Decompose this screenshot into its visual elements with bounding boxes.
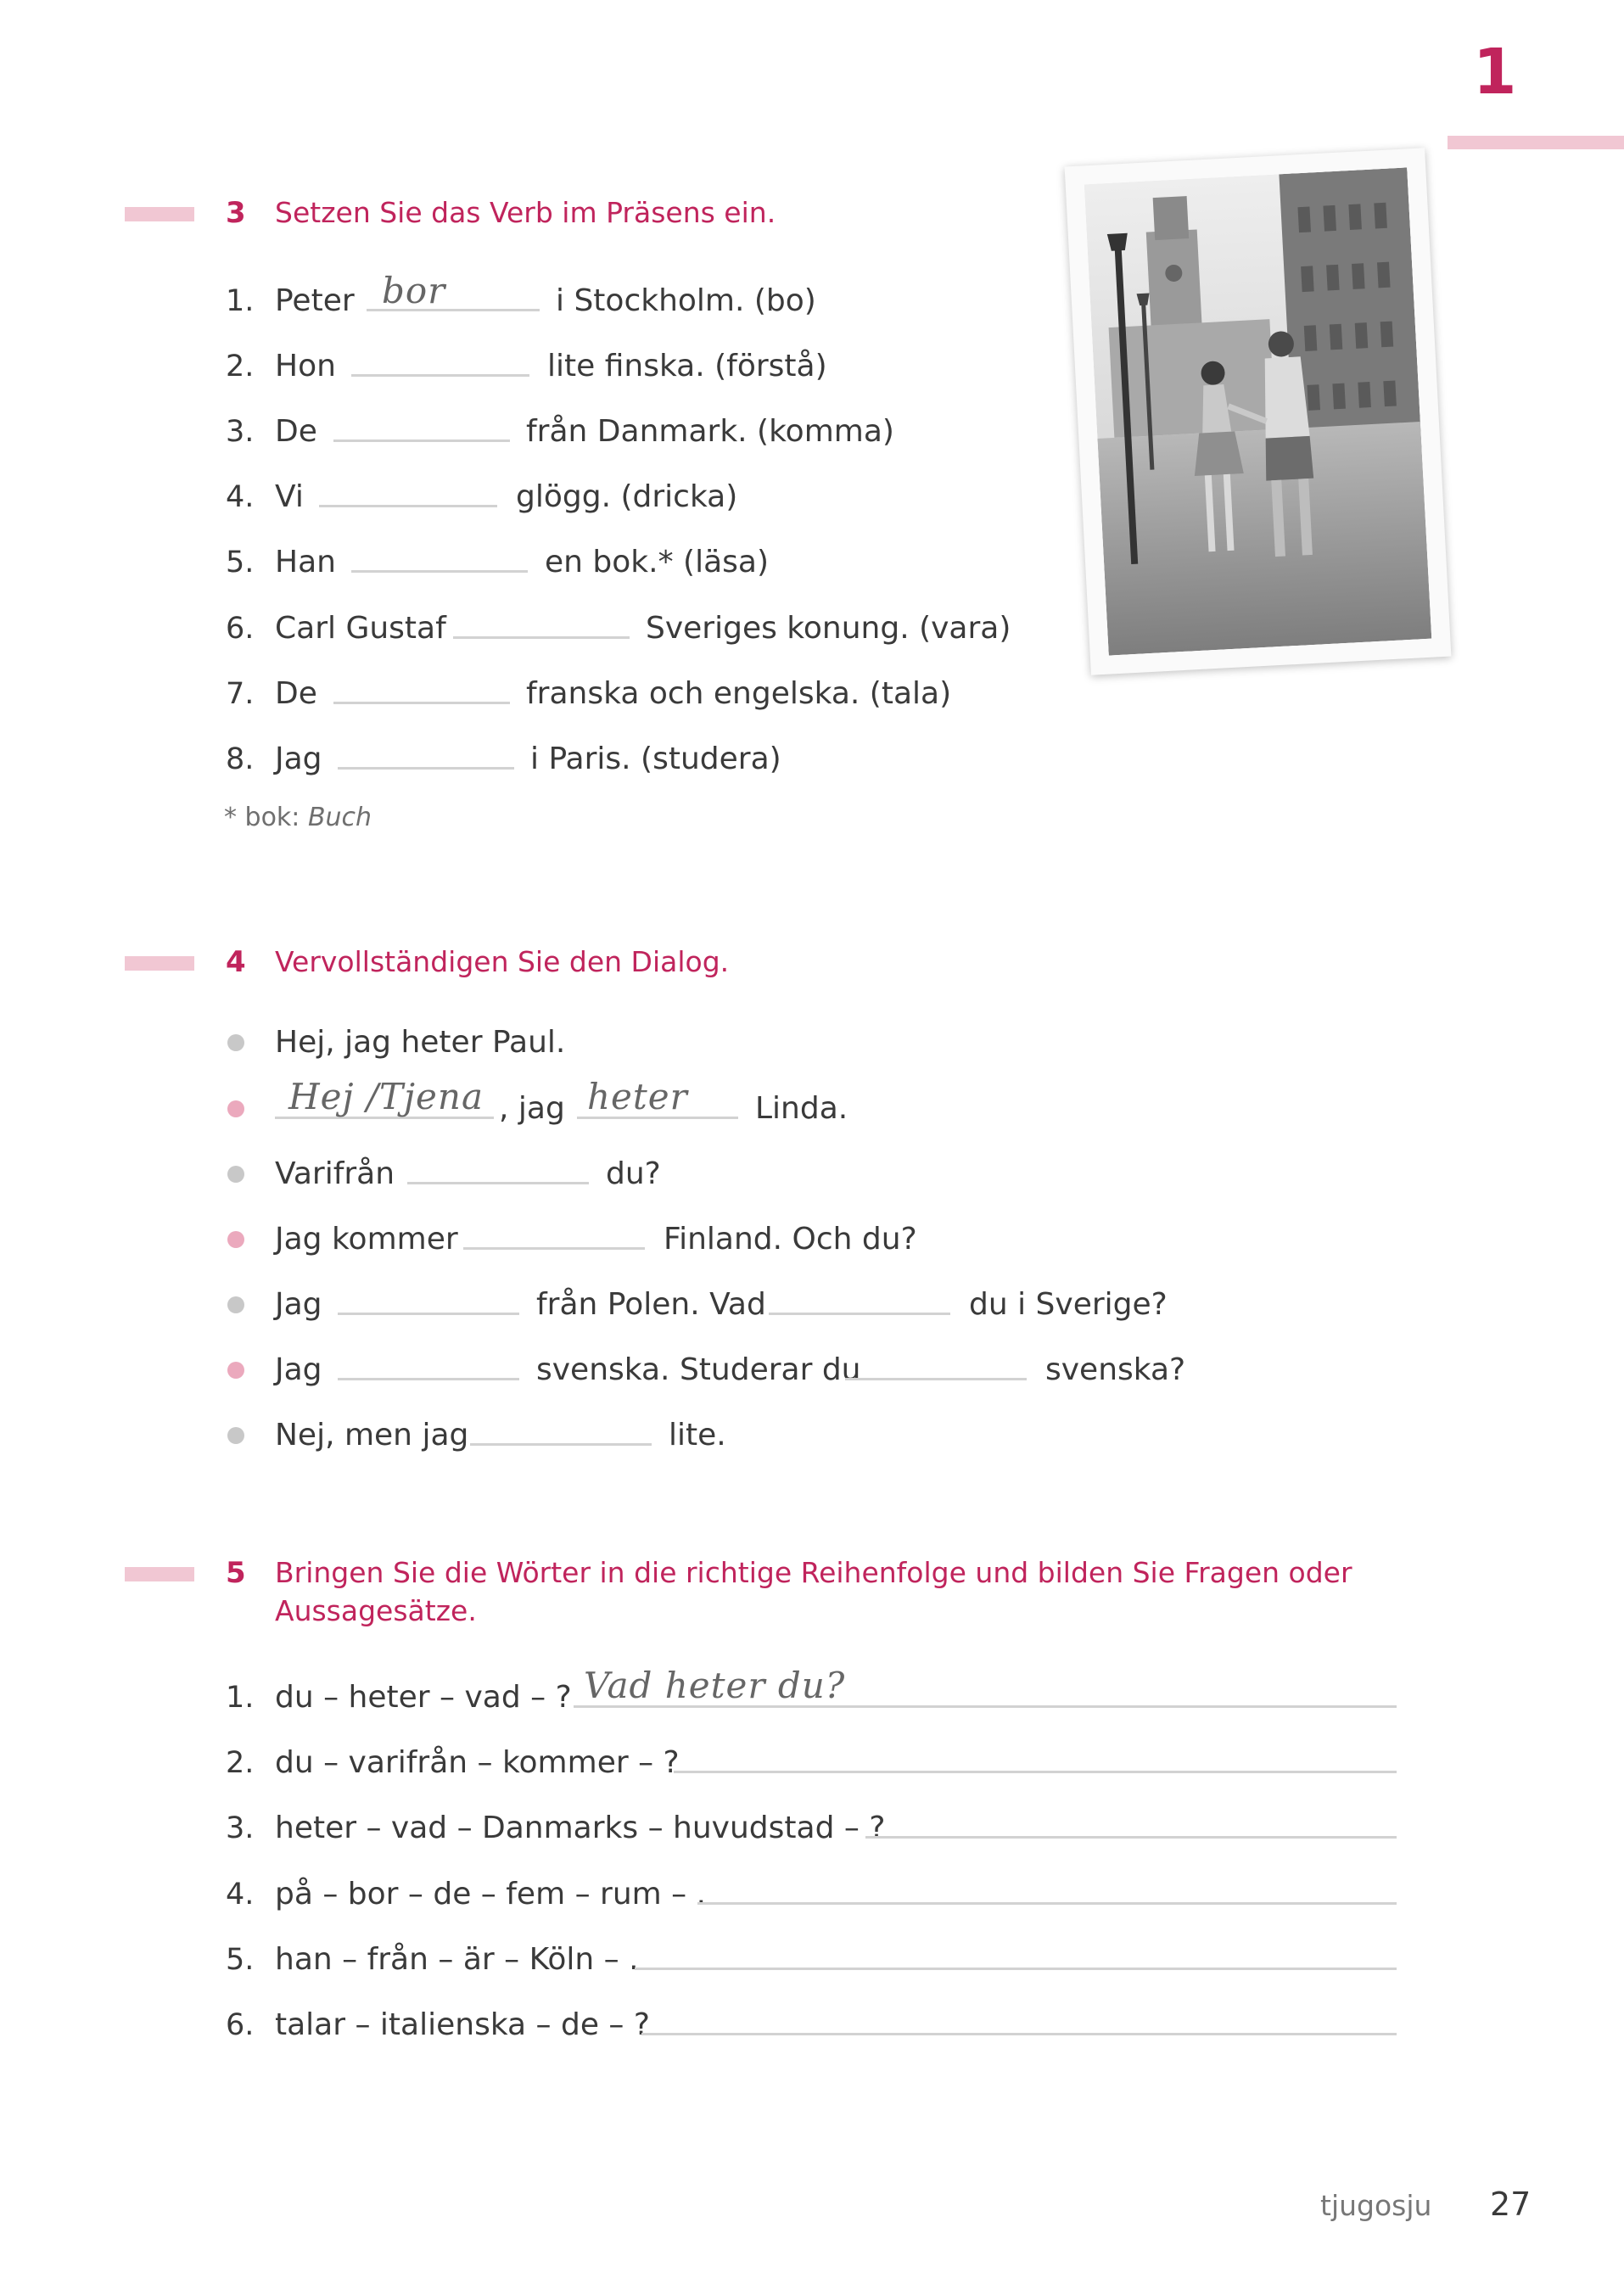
exercise-5-title-line-2: Aussagesätze. (275, 1594, 477, 1627)
exercise-4-bar (125, 956, 194, 971)
answer-blank[interactable] (333, 702, 510, 704)
answer-blank[interactable] (769, 1313, 950, 1315)
speaker-dot-gray (227, 1427, 244, 1444)
dialog-text: Jag kommer (275, 1222, 458, 1257)
dialog-text: Nej, men jag (275, 1418, 469, 1453)
exercise-3-subject: Carl Gustaf (275, 611, 446, 646)
chapter-bar (1448, 136, 1624, 149)
handwritten-answer: Vad heter du? (584, 1665, 846, 1706)
dialog-text: Varifrån (275, 1156, 395, 1191)
exercise-3-rest: från Danmark. (komma) (526, 414, 894, 449)
dialog-text: Jag (275, 1287, 322, 1322)
answer-line[interactable] (865, 1836, 1397, 1839)
answer-line[interactable] (674, 1771, 1397, 1773)
word-list: du – varifrån – kommer – ? (275, 1745, 680, 1780)
word-list: du – heter – vad – ? (275, 1680, 572, 1715)
exercise-3-item-number: 3. (226, 415, 255, 449)
exercise-3-rest: lite finska. (förstå) (547, 349, 827, 383)
exercise-3-subject: Jag (275, 742, 322, 776)
exercise-3-item-number: 8. (226, 742, 255, 776)
dialog-text: från Polen. Vad (536, 1287, 766, 1322)
answer-blank[interactable] (407, 1182, 589, 1184)
exercise-3-number: 3 (226, 196, 246, 230)
exercise-3-item-number: 2. (226, 350, 255, 383)
exercise-3-title: Setzen Sie das Verb im Präsens ein. (275, 196, 776, 229)
answer-blank[interactable] (338, 767, 514, 770)
page-number: 27 (1490, 2186, 1532, 2223)
dialog-text: , jag (499, 1091, 565, 1126)
exercise-5-number: 5 (226, 1556, 246, 1590)
handwritten-answer: bor (382, 270, 446, 311)
dialog-text: du i Sverige? (969, 1287, 1168, 1322)
exercise-3-item-number: 6. (226, 612, 255, 646)
exercise-3-subject: Han (275, 545, 336, 579)
chapter-number: 1 (1473, 36, 1517, 109)
dialog-text: du? (606, 1156, 661, 1191)
handwritten-answer: heter (587, 1076, 688, 1117)
exercise-5-item-number: 5. (226, 1943, 255, 1977)
dialog-text: svenska? (1045, 1352, 1186, 1387)
answer-blank[interactable] (333, 439, 510, 442)
speaker-dot-gray (227, 1166, 244, 1183)
answer-line[interactable] (635, 1968, 1397, 1970)
speaker-dot-gray (227, 1034, 244, 1051)
exercise-5-item-number: 4. (226, 1878, 255, 1912)
speaker-dot-gray (227, 1296, 244, 1313)
word-list: han – från – är – Köln – . (275, 1942, 639, 1977)
footer-page-word: tjugosju (1320, 2189, 1432, 2222)
exercise-3-subject: Vi (275, 479, 304, 514)
exercise-3-item-number: 7. (226, 677, 255, 711)
exercise-3-subject: De (275, 414, 317, 449)
answer-blank[interactable] (338, 1313, 519, 1315)
exercise-3-subject: Peter (275, 283, 355, 318)
exercise-3-item-number: 4. (226, 480, 255, 514)
exercise-5-bar (125, 1567, 194, 1581)
word-list: på – bor – de – fem – rum – . (275, 1877, 707, 1912)
exercise-5-item-number: 3. (226, 1811, 255, 1845)
couple-photo (1084, 167, 1432, 655)
word-list: talar – italienska – de – ? (275, 2007, 650, 2042)
exercise-3-bar (125, 207, 194, 221)
photo-frame (1065, 148, 1452, 675)
dialog-text: Linda. (755, 1091, 848, 1126)
answer-blank[interactable] (453, 636, 630, 639)
answer-blank[interactable] (351, 570, 528, 573)
exercise-3-subject: Hon (275, 349, 336, 383)
exercise-3-rest: Sveriges konung. (vara) (646, 611, 1011, 646)
word-list: heter – vad – Danmarks – huvudstad – ? (275, 1811, 886, 1845)
answer-blank[interactable] (351, 374, 529, 377)
exercise-3-item-number: 1. (226, 284, 255, 318)
exercise-5-item-number: 2. (226, 1746, 255, 1780)
exercise-4-number: 4 (226, 945, 246, 979)
speaker-dot-pink (227, 1100, 244, 1117)
speaker-dot-pink (227, 1231, 244, 1248)
footnote: * bok: Buch (224, 803, 372, 832)
handwritten-answer: Hej /Tjena (288, 1076, 484, 1117)
dialog-text: Hej, jag heter Paul. (275, 1025, 566, 1060)
exercise-3-rest: franska och engelska. (tala) (526, 676, 952, 711)
dialog-text: lite. (669, 1418, 726, 1453)
speaker-dot-pink (227, 1362, 244, 1379)
exercise-3-subject: De (275, 676, 317, 711)
answer-blank[interactable] (470, 1443, 652, 1446)
answer-blank[interactable] (845, 1378, 1027, 1380)
exercise-4-title: Vervollständigen Sie den Dialog. (275, 945, 730, 978)
answer-blank[interactable] (319, 505, 497, 507)
dialog-text: Jag (275, 1352, 322, 1387)
exercise-5-item-number: 1. (226, 1681, 255, 1715)
exercise-3-item-number: 5. (226, 546, 255, 579)
exercise-3-rest: glögg. (dricka) (516, 479, 738, 514)
answer-line[interactable] (641, 2033, 1397, 2035)
answer-blank[interactable] (338, 1378, 519, 1380)
dialog-text: Finland. Och du? (664, 1222, 917, 1257)
exercise-3-rest: i Stockholm. (bo) (556, 283, 816, 318)
exercise-3-rest: i Paris. (studera) (530, 742, 781, 776)
exercise-5-title-line-1: Bringen Sie die Wörter in die richtige Reihenfolge und bilden Sie Fragen oder (275, 1556, 1352, 1589)
answer-blank[interactable] (463, 1247, 645, 1250)
dialog-text: svenska. Studerar du (536, 1352, 861, 1387)
exercise-5-item-number: 6. (226, 2008, 255, 2042)
answer-line[interactable] (697, 1902, 1397, 1905)
exercise-3-rest: en bok.* (läsa) (545, 545, 769, 579)
